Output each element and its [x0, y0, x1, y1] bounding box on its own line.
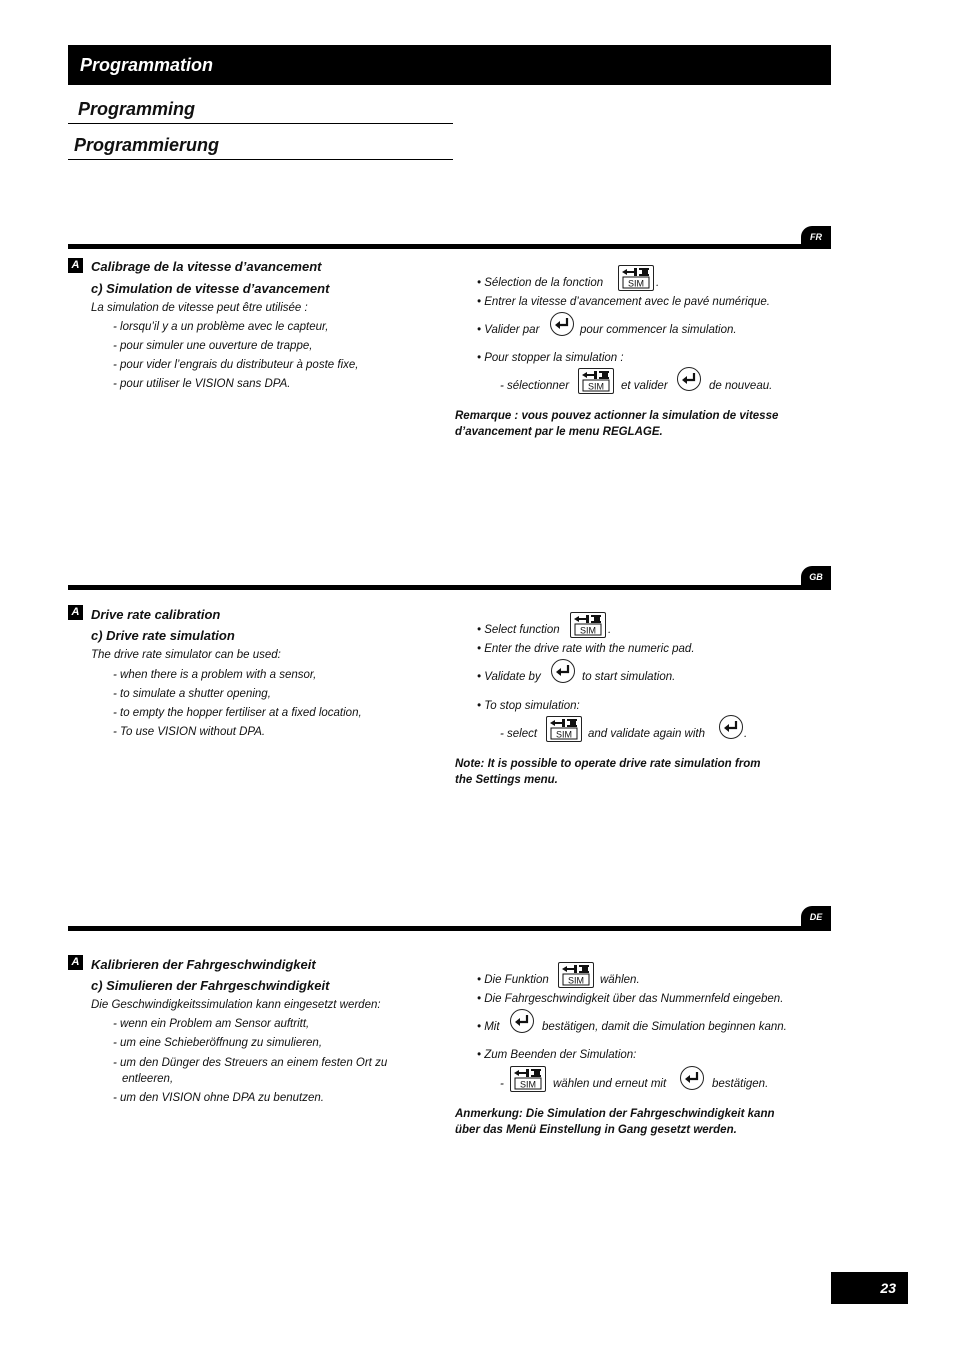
section-subheading-fr: c) Simulation de vitesse d’avancement	[91, 281, 330, 296]
step-enter-rate-de: • Die Fahrgeschwindigkeit über das Nummernfeld eingeben.	[477, 993, 784, 1005]
remark-de	[455, 1106, 815, 1138]
section-marker-gb: A	[68, 605, 83, 620]
svg-text:SIM: SIM	[555, 729, 573, 740]
step-validate-end-fr: pour commencer la simulation.	[580, 324, 737, 336]
language-badge-de: DE	[801, 906, 831, 928]
section-heading-fr: Calibrage de la vitesse d’avancement	[91, 259, 322, 274]
section-divider-fr	[68, 244, 831, 249]
use-item-de-1: - wenn ein Problem am Sensor auftritt,	[113, 1018, 310, 1030]
sim-function-icon	[510, 1066, 546, 1092]
use-item-de-3-cont: entleeren,	[122, 1073, 174, 1085]
step-stop-select-gb: - select	[500, 728, 538, 740]
step-stop-end-gb: .	[744, 728, 748, 740]
step-validate-end-gb: to start simulation.	[582, 671, 676, 683]
use-item-fr-4: - pour utiliser le VISION sans DPA.	[113, 378, 291, 390]
page-title-bar	[68, 45, 831, 85]
svg-text:SIM: SIM	[627, 278, 645, 289]
subtitle-german: Programmierung	[68, 135, 453, 160]
remark-gb	[455, 756, 815, 788]
remark-line-de-1: Anmerkung: Die Simulation der Fahrgeschwindigkeit kann	[455, 1108, 775, 1120]
use-item-gb-3: - to empty the hopper fertiliser at a fixed location,	[113, 707, 362, 719]
step-stop-text-fr: • Pour stopper la simulation :	[477, 352, 624, 364]
section-heading-de: Kalibrieren der Fahrgeschwindigkeit	[91, 957, 316, 972]
step-stop-text-gb: • To stop simulation:	[477, 700, 580, 712]
sim-function-icon	[618, 265, 654, 291]
step-stop-validate-de: wählen und erneut mit	[553, 1078, 667, 1090]
language-badge-gb: GB	[801, 566, 831, 588]
section-subheading-de: c) Simulieren der Fahrgeschwindigkeit	[91, 978, 330, 993]
svg-text:SIM: SIM	[579, 625, 597, 636]
step-stop-end-fr: de nouveau.	[709, 380, 773, 392]
step-validate-text-de: • Mit	[477, 1021, 500, 1033]
step-validate-text-gb: • Validate by	[477, 671, 541, 683]
section-divider-de	[68, 926, 831, 931]
page-number: 23	[831, 1272, 908, 1304]
subtitle-english: Programming	[68, 99, 453, 124]
svg-text:SIM: SIM	[519, 1079, 537, 1090]
step-enter-rate-fr: • Entrer la vitesse d’avancement avec le pavé numérique.	[477, 296, 770, 308]
use-item-gb-2: - to simulate a shutter opening,	[113, 688, 271, 700]
use-item-fr-2: - pour simuler une ouverture de trappe,	[113, 340, 313, 352]
section-marker-de: A	[68, 955, 83, 970]
intro-text-de: Die Geschwindigkeitssimulation kann eingesetzt werden:	[91, 999, 381, 1011]
step-stop-validate-gb: and validate again with	[588, 728, 705, 740]
step-stop-select-fr: - sélectionner	[500, 380, 570, 392]
step-validate-text-fr: • Valider par	[477, 324, 540, 336]
enter-return-icon	[551, 659, 575, 683]
step-stop-text-de: • Zum Beenden der Simulation:	[477, 1049, 637, 1061]
step-select-end-de: wählen.	[600, 974, 640, 986]
enter-return-icon	[719, 715, 743, 739]
section-heading-gb: Drive rate calibration	[91, 607, 221, 622]
page-title: Programmation	[80, 55, 214, 75]
step-select-text-fr: • Sélection de la fonction	[477, 277, 604, 289]
step-select-text-de: • Die Funktion	[477, 974, 549, 986]
remark-fr	[455, 408, 815, 440]
intro-text-gb: The drive rate simulator can be used:	[91, 649, 281, 661]
use-item-fr-1: - lorsqu’il y a un problème avec le capteur,	[113, 321, 329, 333]
section-marker-fr: A	[68, 258, 83, 273]
remark-line-gb-1: Note: It is possible to operate drive rate simulation from	[455, 758, 761, 770]
step-select-text-gb: • Select function	[477, 624, 560, 636]
use-item-gb-4: - To use VISION without DPA.	[113, 726, 266, 738]
sim-function-icon	[578, 368, 614, 394]
step-select-end-gb: .	[608, 624, 612, 636]
step-stop-validate-fr: et valider	[621, 380, 668, 392]
section-subheading-gb: c) Drive rate simulation	[91, 628, 235, 643]
use-item-de-2: - um eine Schieberöffnung zu simulieren,	[113, 1037, 323, 1049]
remark-line-fr-1: Remarque : vous pouvez actionner la simulation de vitesse	[455, 410, 779, 422]
svg-text:SIM: SIM	[567, 975, 585, 986]
step-validate-end-de: bestätigen, damit die Simulation beginnen kann.	[542, 1021, 787, 1033]
remark-line-gb-2: the Settings menu.	[455, 774, 558, 786]
section-divider-gb	[68, 585, 831, 590]
step-stop-end-de: bestätigen.	[712, 1078, 769, 1090]
enter-return-icon	[550, 312, 574, 336]
use-item-de-4: - um den VISION ohne DPA zu benutzen.	[113, 1092, 324, 1104]
svg-text:SIM: SIM	[587, 381, 605, 392]
use-item-de-3: - um den Dünger des Streuers an einem festen Ort zu	[113, 1057, 388, 1069]
use-item-gb-1: - when there is a problem with a sensor,	[113, 669, 317, 681]
remark-line-fr-2: d’avancement par le menu REGLAGE.	[455, 426, 663, 438]
use-item-fr-3: - pour vider l’engrais du distributeur à poste fixe,	[113, 359, 359, 371]
sim-function-icon	[558, 962, 594, 988]
enter-return-icon	[680, 1066, 704, 1090]
step-stop-select-de: -	[500, 1078, 504, 1090]
step-select-end-fr: .	[656, 277, 660, 289]
remark-line-de-2: über das Menü Einstellung in Gang gesetzt werden.	[455, 1124, 737, 1136]
sim-function-icon	[570, 612, 606, 638]
enter-return-icon	[510, 1009, 534, 1033]
language-badge-fr: FR	[801, 226, 831, 248]
intro-text-fr: La simulation de vitesse peut être utilisée :	[91, 302, 308, 314]
step-enter-rate-gb: • Enter the drive rate with the numeric pad.	[477, 643, 695, 655]
sim-function-icon	[546, 716, 582, 742]
enter-return-icon	[677, 367, 701, 391]
